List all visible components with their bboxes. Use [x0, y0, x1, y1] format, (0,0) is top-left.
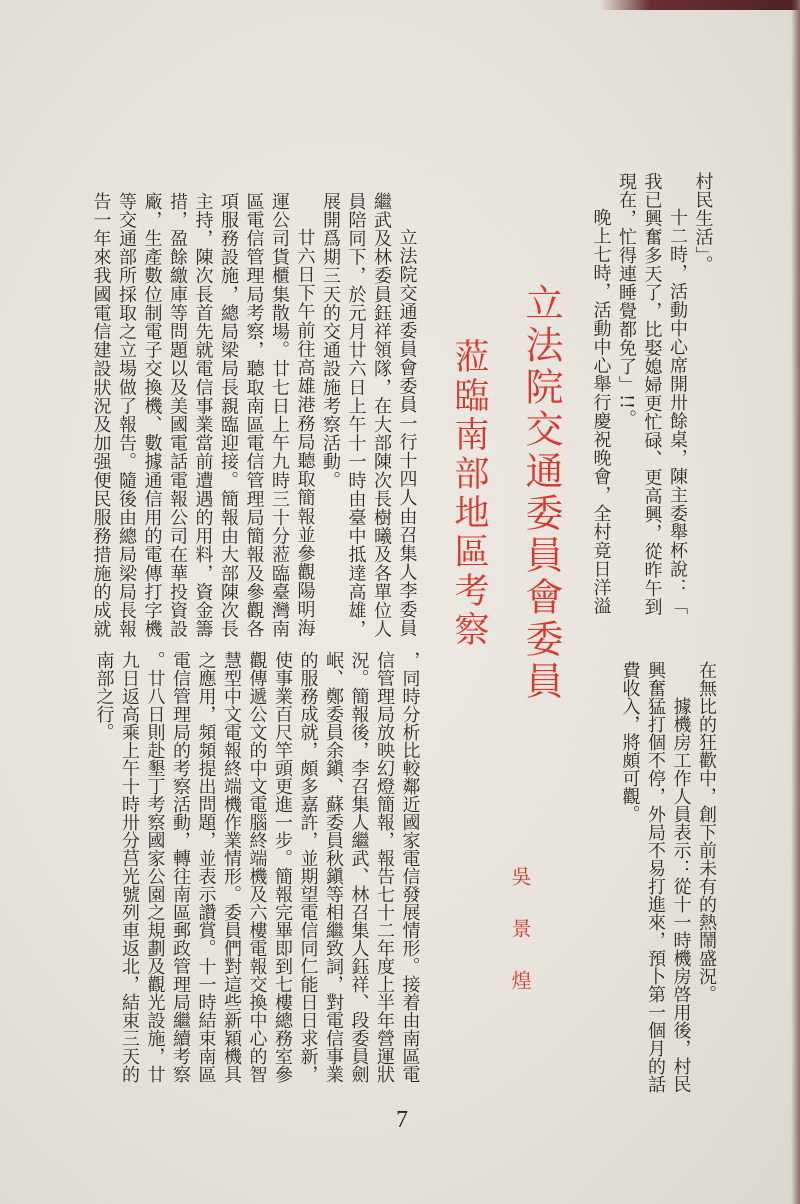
text-column: 使事業百尺竿頭更進一步。簡報完畢即到七樓總務室參 [272, 651, 293, 1083]
text-column: 費收入，將頗可觀。 [619, 661, 641, 823]
text-column: 村民生活」。 [692, 172, 714, 274]
text-column: 員陪同下，於元月廿六日上午十一時由臺中抵達高雄， [345, 192, 367, 639]
article-author: 吳景煌 [508, 866, 532, 1022]
text-column: 據機房工作人員表示：從十一時機房啓用後，村民 [670, 697, 692, 1093]
text-column: 興奮猛打個不停，外局不易打進來，預卜第一個月的話 [645, 661, 666, 1093]
text-column: 展開爲期三天的交通設施考察活動。 [320, 192, 341, 490]
page-number: 7 [396, 1107, 408, 1133]
article-title-line: 立法院交通委員會委員 [519, 283, 563, 703]
text-column: 信管理局放映幻燈簡報，報告七十二年度上半年營運狀 [374, 651, 395, 1083]
article-lower-text [91, 651, 423, 1087]
text-column: 南部之行。 [93, 651, 115, 741]
book-binding-edge [600, 0, 800, 10]
previous-article-upper-text [588, 172, 716, 624]
previous-article-lower-text [617, 661, 719, 1097]
text-column: 。廿八日則赴墾丁考察國家公園之規劃及觀光設施，廿 [144, 651, 166, 1083]
text-column: 在無比的狂歡中，創下前未有的熱鬧盛況。 [696, 661, 717, 1003]
text-column: 的服務成就，頗多嘉許，並期望電信同仁能日日求新， [297, 651, 319, 1083]
book-cover-edge [791, 0, 800, 1204]
text-column: 我已興奮多天了，比娶媳婦更忙碌、更高興，從昨午到 [641, 172, 663, 616]
text-column: 項服務設施，總局梁局長親臨迎接。簡報由大部陳次長 [218, 192, 239, 639]
article-upper-text [88, 192, 420, 644]
text-column: 觀傳遞公文的中文電腦終端機及六樓電報交換中心的智 [246, 651, 268, 1083]
text-column: 九日返高乘上午十時卅分莒光號列車返北，結束三天的 [119, 651, 140, 1083]
text-column: 立法院交通委員會委員一行十四人由召集人李委員 [396, 228, 418, 638]
text-column: 運公司貨櫃集散場。廿七日上午九時三十分蒞臨臺灣南 [269, 192, 290, 639]
text-column: 十二時，活動中心席開卅餘桌，陳主委舉杯說：「 [667, 208, 688, 615]
text-column: 之應用，頻頻提出問題，並表示讚賞。十一時結束南區 [195, 651, 217, 1083]
text-column: 繼武及林委員鈺祥領隊，在大部陳次長樹曦及各單位人 [371, 192, 392, 639]
text-column: 現在，忙得連睡覺都免了」!!。 [616, 172, 637, 428]
text-column: 慧型中文電報終端機作業情形。委員們對這些新穎機具 [221, 651, 242, 1083]
text-column: 晚上七時，活動中心舉行慶祝晚會，全村竟日洋溢 [590, 208, 612, 615]
article-title-line: 蒞臨南部地區考察 [449, 338, 489, 650]
text-column: 電信管理局的考察活動，轉往南區郵政管理局繼續考察 [170, 651, 191, 1083]
text-column: 等交通部所採取之立場做了報告。隨後由總局梁局長報 [116, 192, 137, 639]
text-column: 區電信管理局考察，聽取南區電信管理局簡報及參觀各 [243, 192, 265, 639]
text-column: 告一年來我國電信建設狀況及加强便民服務措施的成就 [90, 192, 112, 639]
text-column: 主持，陳次長首先就電信事業當前遭遇的用料，資金籌 [192, 192, 214, 639]
text-column: 廿六日下午前往高雄港務局聽取簡報並參觀陽明海 [294, 228, 316, 638]
text-column: 措，盈餘繳庫等問題以及美國電話電報公司在華投資設 [167, 192, 188, 639]
text-column: 況。簡報後，李召集人繼武、林召集人鈺祥、段委員劍 [348, 651, 370, 1083]
text-column: 廠，生產數位制電子交換機、數據通信用的電傳打字機 [141, 192, 163, 639]
text-column: 岷、鄭委員余鎭、蘇委員秋鎭等相繼致詞，對電信事業 [323, 651, 344, 1083]
text-column: ，同時分析比較鄰近國家電信發展情形。接着由南區電 [399, 651, 421, 1083]
